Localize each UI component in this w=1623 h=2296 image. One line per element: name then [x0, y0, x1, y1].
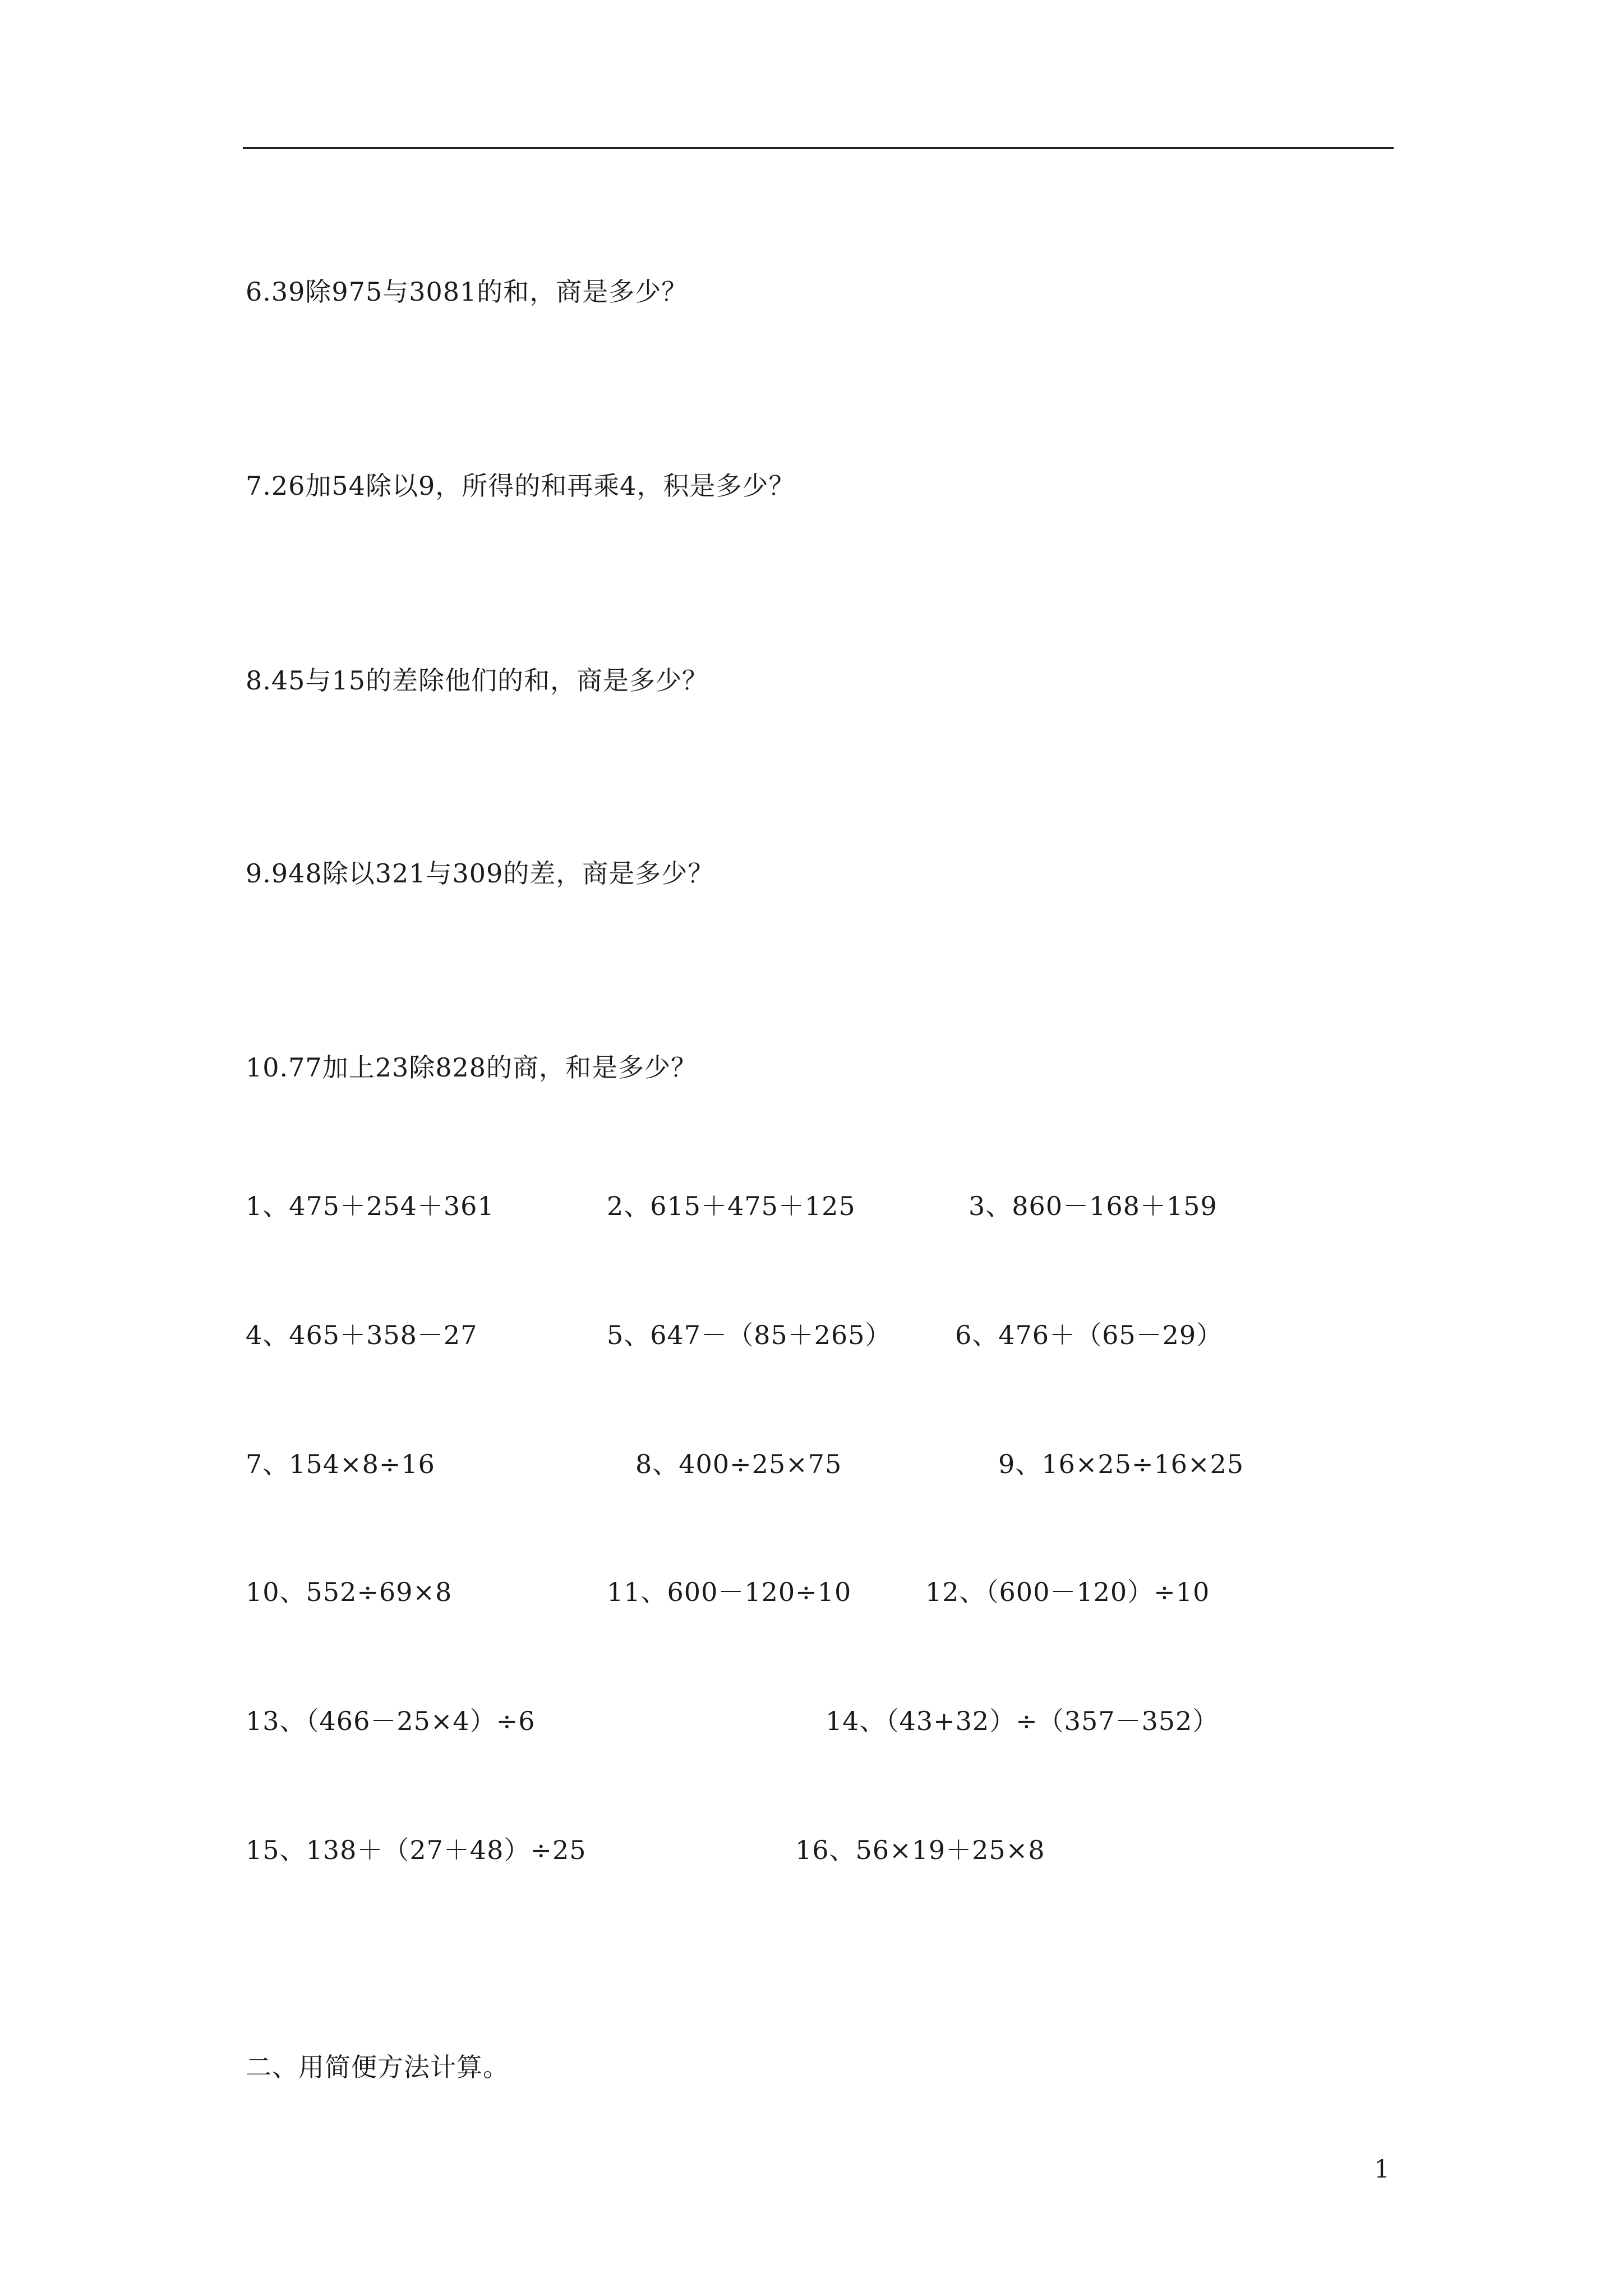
calc-item-10: 10、552÷69×8: [246, 1577, 453, 1607]
header-rule: [243, 147, 1394, 149]
calc-item-16: 16、56×19＋25×8: [795, 1835, 1045, 1865]
word-problem-8: 8.45与15的差除他们的和，商是多少？: [246, 665, 708, 696]
calc-item-15: 15、138＋（27＋48）÷25: [246, 1835, 587, 1865]
word-problem-6: 6.39除975与3081的和，商是多少？: [246, 277, 688, 307]
section-heading: 二、用简便方法计算。: [246, 2052, 509, 2082]
calc-item-6: 6、476＋（65－29）: [955, 1320, 1223, 1350]
page-number: 1: [1374, 2155, 1390, 2184]
calc-item-9: 9、16×25÷16×25: [998, 1449, 1244, 1479]
calc-item-5: 5、647－（85＋265）: [607, 1320, 892, 1350]
calc-item-13: 13、（466－25×4）÷6: [246, 1706, 536, 1736]
calc-item-1: 1、475＋254＋361: [246, 1191, 495, 1221]
calc-item-11: 11、600－120÷10: [607, 1577, 852, 1607]
calc-item-12: 12、（600－120）÷10: [925, 1577, 1210, 1607]
calc-item-8: 8、400÷25×75: [635, 1449, 842, 1479]
calc-item-2: 2、615＋475＋125: [607, 1191, 856, 1221]
calc-item-14: 14、（43+32）÷（357－352）: [826, 1706, 1219, 1736]
calc-item-7: 7、154×8÷16: [246, 1449, 435, 1479]
calc-item-4: 4、465＋358－27: [246, 1320, 478, 1350]
word-problem-9: 9.948除以321与309的差，商是多少？: [246, 858, 714, 889]
word-problem-10: 10.77加上23除828的商，和是多少？: [246, 1052, 698, 1083]
word-problem-7: 7.26加54除以9，所得的和再乘4，积是多少？: [246, 471, 795, 501]
calc-item-3: 3、860－168＋159: [969, 1191, 1218, 1221]
